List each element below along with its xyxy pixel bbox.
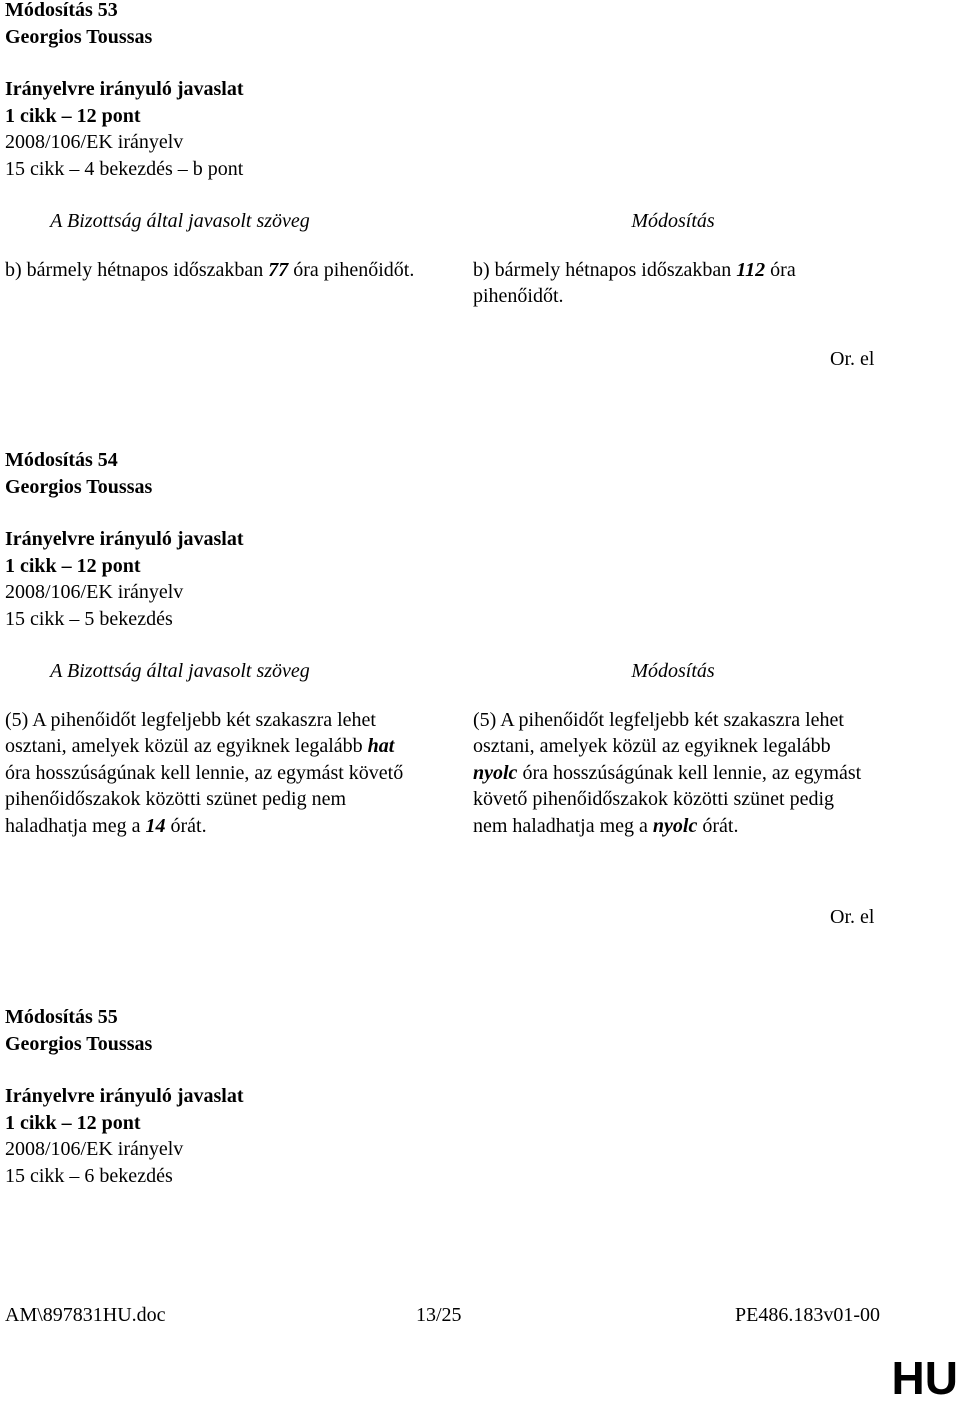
changed-text: hat bbox=[367, 735, 395, 757]
amendment-heading: Módosítás bbox=[631, 210, 715, 232]
commission-text-heading: A Bizottság által javasolt szöveg bbox=[50, 660, 310, 682]
amendment-text-column bbox=[473, 658, 873, 839]
commission-text-column bbox=[5, 658, 473, 839]
changed-text: nyolc bbox=[652, 814, 698, 837]
amendment-author: Georgios Toussas bbox=[5, 475, 153, 498]
paragraph-ref: 15 cikk – 4 bekezdés – b pont bbox=[5, 157, 244, 180]
commission-text: (5) A pihenőidőt legfeljebb két szakaszra lehet osztani, amelyek közül az egyiknek legalább hat óra hosszúságúnak kell lennie, az egymást követő pihenőidőszakok közötti szünet pedig nem haladhatja meg a 14 órát. bbox=[5, 708, 404, 837]
comparison-table bbox=[5, 658, 955, 839]
amendment-text: (5) A pihenőidőt legfeljebb két szakaszra lehet osztani, amelyek közül az egyiknek legalább nyolc óra hosszúságúnak kell lennie, az egymást követő pihenőidőszakok közötti szünet pedig nem haladhatja meg a nyolc órát. bbox=[473, 708, 862, 837]
amendment-text: b) bármely hétnapos időszakban 112 óra pihenőidőt. bbox=[473, 258, 796, 307]
directive-ref: 2008/106/EK irányelv bbox=[5, 581, 184, 603]
commission-text-column bbox=[5, 208, 473, 310]
comparison-table bbox=[5, 208, 955, 310]
amendment-number: Módosítás 53 bbox=[5, 0, 118, 21]
paragraph-ref: 15 cikk – 5 bekezdés bbox=[5, 607, 173, 630]
original-language: Or. el bbox=[830, 348, 875, 370]
amendment-number: Módosítás 55 bbox=[5, 1006, 118, 1028]
amendment-54 bbox=[5, 447, 955, 839]
amendment-heading: Módosítás bbox=[631, 660, 715, 682]
amendment-55 bbox=[5, 1004, 955, 1189]
changed-text: 14 bbox=[145, 814, 166, 837]
amendment-author: Georgios Toussas bbox=[5, 1032, 153, 1055]
changed-text: nyolc bbox=[473, 761, 518, 784]
proposal-title: Irányelvre irányuló javaslat bbox=[5, 528, 244, 550]
paragraph-ref: 15 cikk – 6 bekezdés bbox=[5, 1164, 173, 1187]
commission-text-heading: A Bizottság által javasolt szöveg bbox=[50, 210, 310, 232]
amendment-text-column bbox=[473, 208, 873, 310]
proposal-title: Irányelvre irányuló javaslat bbox=[5, 78, 244, 100]
directive-ref: 2008/106/EK irányelv bbox=[5, 131, 184, 153]
amendment-number: Módosítás 54 bbox=[5, 449, 118, 471]
article-ref: 1 cikk – 12 pont bbox=[5, 104, 141, 127]
changed-text: 112 bbox=[736, 258, 766, 281]
original-language: Or. el bbox=[830, 906, 875, 928]
commission-text: b) bármely hétnapos időszakban 77 óra pihenőidőt. bbox=[5, 258, 415, 281]
article-ref: 1 cikk – 12 pont bbox=[5, 554, 141, 577]
proposal-title: Irányelvre irányuló javaslat bbox=[5, 1085, 244, 1107]
amendment-author: Georgios Toussas bbox=[5, 25, 153, 48]
language-code: HU bbox=[891, 1352, 958, 1404]
document-reference: AM\897831HU.doc bbox=[5, 1304, 166, 1326]
amendment-53 bbox=[5, 0, 955, 310]
pe-reference: PE486.183v01-00 bbox=[735, 1304, 880, 1326]
directive-ref: 2008/106/EK irányelv bbox=[5, 1138, 184, 1160]
page-number: 13/25 bbox=[416, 1304, 462, 1326]
changed-text: 77 bbox=[268, 258, 289, 281]
article-ref: 1 cikk – 12 pont bbox=[5, 1111, 141, 1134]
